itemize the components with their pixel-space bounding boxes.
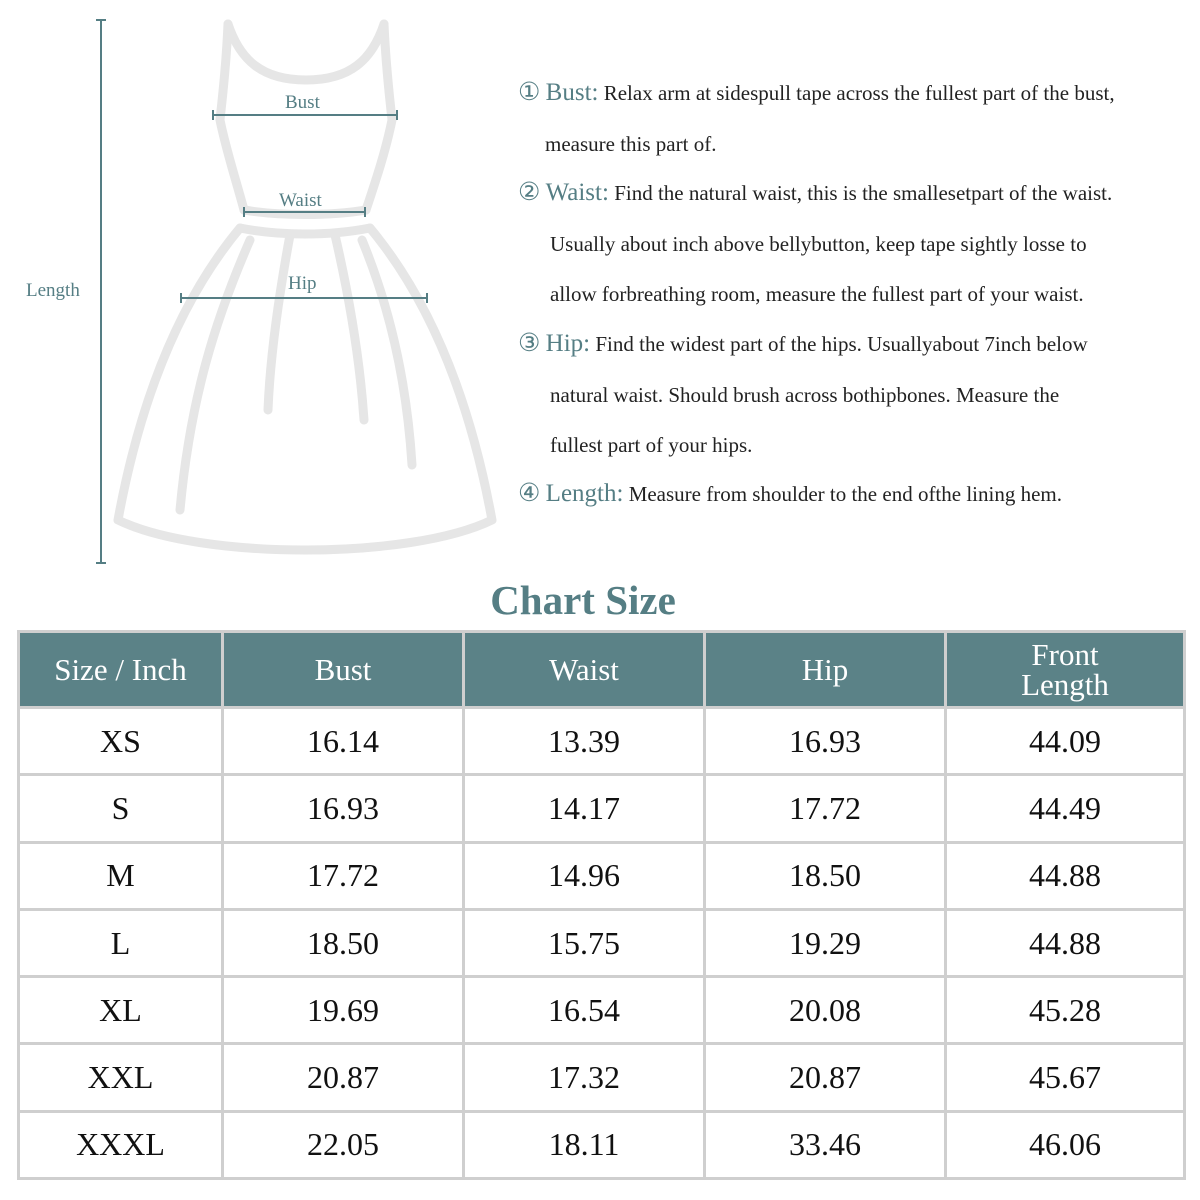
cell-front-length: 44.88 xyxy=(946,909,1185,976)
instruction-number: ④ xyxy=(518,480,541,507)
cell-hip: 20.08 xyxy=(705,977,946,1044)
table-row xyxy=(19,775,1185,842)
cell-size: M xyxy=(19,842,223,909)
cell-size: XL xyxy=(19,977,223,1044)
cell-hip: 18.50 xyxy=(705,842,946,909)
cell-bust: 20.87 xyxy=(223,1044,464,1111)
cell-size: XXXL xyxy=(19,1111,223,1178)
cell-size: XXL xyxy=(19,1044,223,1111)
cell-hip: 17.72 xyxy=(705,775,946,842)
cell-bust: 19.69 xyxy=(223,977,464,1044)
table-body xyxy=(19,708,1185,1179)
instruction-title: Bust: xyxy=(545,79,599,106)
instruction-text: allow forbreathing room, measure the fullest part of your waist. xyxy=(550,282,1084,306)
cell-front-length: 44.88 xyxy=(946,842,1185,909)
header-hip: Hip xyxy=(705,632,946,708)
table-row xyxy=(19,1044,1185,1111)
instruction-text: Usually about inch above bellybutton, keep tape sightly losse to xyxy=(550,231,1087,256)
cell-size: S xyxy=(19,775,223,842)
table-row xyxy=(19,909,1185,976)
cell-size: L xyxy=(19,909,223,976)
instruction-hip xyxy=(518,319,1188,471)
table-row xyxy=(19,977,1185,1044)
dress-measurement-diagram xyxy=(0,0,510,580)
instruction-number: ① xyxy=(518,79,541,106)
cell-waist: 18.11 xyxy=(464,1111,705,1178)
instruction-text: Relax arm at sidespull tape across the fullest part of the bust, xyxy=(603,81,1115,105)
cell-waist: 14.17 xyxy=(464,775,705,842)
header-size: Size / Inch xyxy=(19,632,223,708)
cell-waist: 16.54 xyxy=(464,977,705,1044)
cell-front-length: 44.09 xyxy=(946,708,1185,775)
cell-front-length: 45.28 xyxy=(946,977,1185,1044)
instruction-text: natural waist. Should brush across bothipbones. Measure the xyxy=(550,382,1060,407)
header-bust: Bust xyxy=(223,632,464,708)
waist-label: Waist xyxy=(279,190,322,211)
cell-waist: 17.32 xyxy=(464,1044,705,1111)
instruction-title: Waist: xyxy=(545,179,609,206)
instruction-text: fullest part of your hips. xyxy=(550,433,753,457)
cell-waist: 13.39 xyxy=(464,708,705,775)
table-row xyxy=(19,1111,1185,1178)
size-chart-table xyxy=(17,630,1186,1180)
instruction-number: ② xyxy=(518,179,541,206)
header-waist: Waist xyxy=(464,632,705,708)
cell-bust: 18.50 xyxy=(223,909,464,976)
cell-hip: 20.87 xyxy=(705,1044,946,1111)
cell-waist: 14.96 xyxy=(464,842,705,909)
cell-bust: 16.93 xyxy=(223,775,464,842)
instruction-text: Find the natural waist, this is the smallesetpart of the waist. xyxy=(614,181,1113,205)
instruction-title: Length: xyxy=(545,480,624,507)
cell-hip: 19.29 xyxy=(705,909,946,976)
cell-size: XS xyxy=(19,708,223,775)
cell-bust: 22.05 xyxy=(223,1111,464,1178)
instruction-number: ③ xyxy=(518,330,541,357)
cell-waist: 15.75 xyxy=(464,909,705,976)
hip-label: Hip xyxy=(288,273,317,294)
bust-label: Bust xyxy=(285,92,320,113)
instruction-text: Find the widest part of the hips. Usuallyabout 7inch below xyxy=(595,332,1088,356)
cell-front-length: 44.49 xyxy=(946,775,1185,842)
table-header-row xyxy=(19,632,1185,708)
cell-hip: 33.46 xyxy=(705,1111,946,1178)
instruction-waist xyxy=(518,168,1188,320)
cell-bust: 16.14 xyxy=(223,708,464,775)
cell-front-length: 45.67 xyxy=(946,1044,1185,1111)
length-label: Length xyxy=(26,280,80,301)
instruction-text: Measure from shoulder to the end ofthe lining hem. xyxy=(628,482,1062,506)
instruction-length xyxy=(518,469,1188,520)
cell-front-length: 46.06 xyxy=(946,1111,1185,1178)
table-row xyxy=(19,708,1185,775)
chart-title: Chart Size xyxy=(490,577,676,623)
header-front-length: Front Length xyxy=(946,632,1185,708)
cell-hip: 16.93 xyxy=(705,708,946,775)
cell-bust: 17.72 xyxy=(223,842,464,909)
table-row xyxy=(19,842,1185,909)
instruction-bust xyxy=(518,68,1188,169)
instruction-text: measure this part of. xyxy=(545,131,717,156)
instruction-title: Hip: xyxy=(545,330,591,357)
